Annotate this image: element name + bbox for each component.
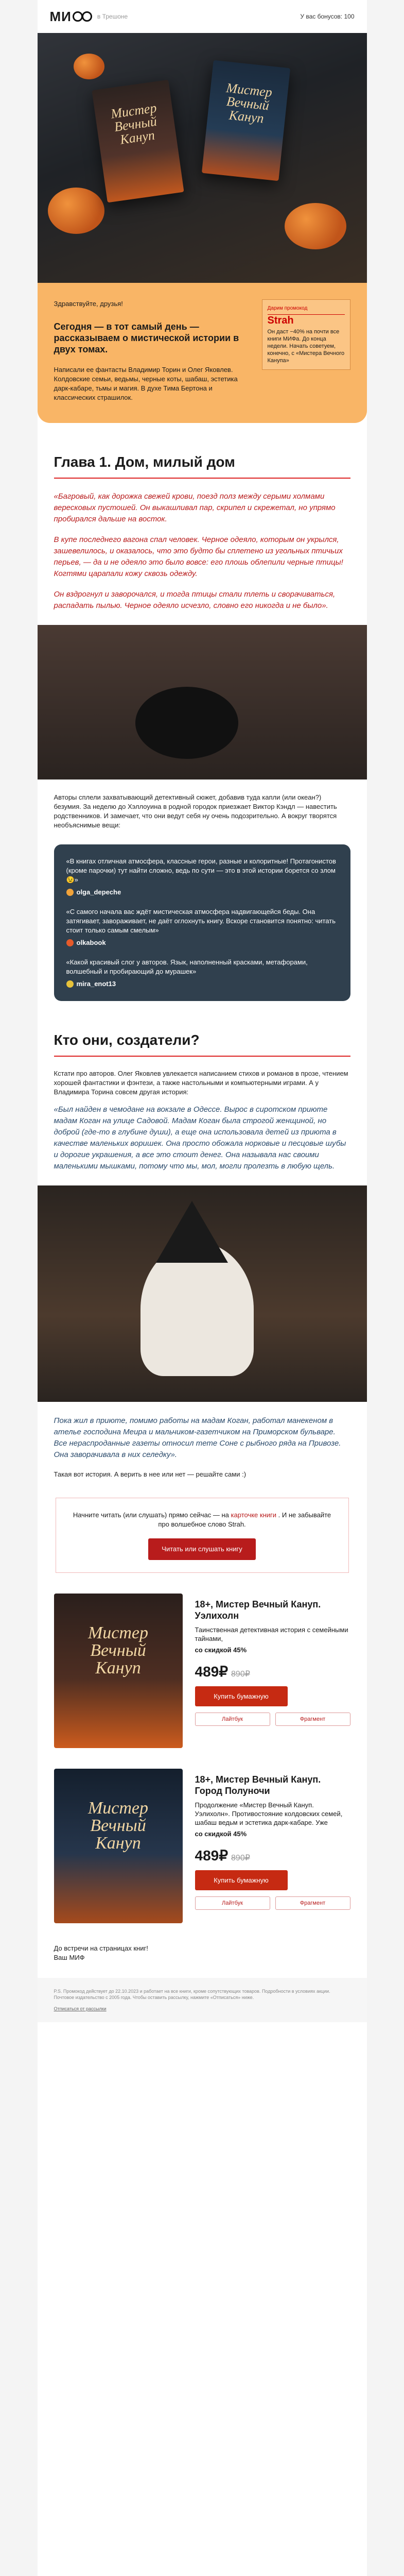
- user-icon: [66, 889, 74, 896]
- buy-paper-button[interactable]: Купить бумажную: [195, 1686, 288, 1706]
- fragment-button[interactable]: Фрагмент: [275, 1896, 350, 1910]
- top-bar: [38, 0, 367, 33]
- intro-text: Написали ее фантасты Владимир Торин и Олег Яковлев. Колдовские семьи, ведьмы, черные коты, шабаш, эстетика дарк-кабаре, тьмы и магия. В духе Тима Бертона и классических страшилок.: [54, 366, 238, 401]
- product-price: 489₽: [195, 1664, 229, 1680]
- book-cover-1: Мистер Вечный Кануп: [92, 80, 184, 203]
- creators-closing: Такая вот история. А верить в нее или нет — решайте сами :): [54, 1470, 247, 1478]
- email-body: [38, 0, 367, 2576]
- review-item: «Какой красивый слог у авторов. Язык, наполненный красками, метафорами, волшебный и пробирающий до мурашек» mira_enot13: [66, 958, 308, 988]
- footer-legal: P.S. Промокод действует до 22.10.2023 и работает на все книги, кроме сопутствующих товаров. Подробности в условиях акции. Почтовое издательство с 2005 года. Чтобы оставить рассылку, нажмите «Отписаться» ниже.: [54, 1989, 330, 2000]
- greeting: Здравствуйте, друзья!: [54, 300, 123, 308]
- promo-code: Strah: [267, 315, 294, 326]
- read-listen-button[interactable]: Читать или слушать книгу: [148, 1538, 255, 1560]
- product-card: [54, 1769, 350, 1923]
- brand-logo[interactable]: МИ: [50, 9, 92, 25]
- intro-headline: Сегодня — в тот самый день — рассказываем о мистической истории в двух томах.: [54, 321, 239, 354]
- intro-block: [38, 283, 367, 423]
- unsubscribe-link[interactable]: Отписаться от рассылки: [54, 2006, 107, 2011]
- lightbook-button[interactable]: Лайтбук: [195, 1896, 270, 1910]
- chapter-title: Глава 1. Дом, милый дом: [54, 454, 350, 479]
- chapter-paragraph: Авторы сплели захватывающий детективный сюжет, добавив туда капли (или океан?) безумия. За неделю до Хэллоуина в родной городок приезжает Виктор Кэндл — навестить родственников. И замечает, что они ведут себя ну очень подозрительно. А вокруг творятся необъяснимые вещи:: [54, 793, 337, 829]
- review-item: «В книгах отличная атмосфера, классные герои, разные и колоритные! Протагонистов (кроме парочки) тут найти сложно, ведь по сути — это в этой истории борется со злом 😉» olga_depeche: [66, 857, 336, 896]
- product-price: 489₽: [195, 1848, 229, 1863]
- product-desc: Продолжение «Мистер Вечный Кануп. Уэлихолн». Противостояние колдовских семей, шабаш ведьм и эстетика дарк-кабаре. Уже: [195, 1801, 343, 1826]
- lightbook-button[interactable]: Лайтбук: [195, 1713, 270, 1726]
- promo-title: Дарим промокод: [268, 305, 345, 315]
- signature: До встречи на страницах книг! Ваш МИФ: [54, 1944, 148, 1961]
- creators-title: Кто они, создатели?: [54, 1032, 350, 1057]
- ghost-dog-photo: [38, 1185, 367, 1402]
- product-title[interactable]: 18+, Мистер Вечный Кануп. Город Полуночи: [195, 1774, 321, 1796]
- product-old-price: 890₽: [231, 1854, 250, 1862]
- promo-text: Он даст −40% на почти все книги МИФа. До конца недели. Начать советуем, конечно, с «Мистера Вечного Канупа»: [267, 329, 345, 364]
- creators-quote-2: Пока жил в приюте, помимо работы на мадам Коган, работал манекеном в ателье господина Меира и мальчиком-газетчиком на Приморском бульваре. Все нераспроданные газеты относил тете Соне с рыбного ряда на Привозе. Она заворачивала в них селедку».: [54, 1416, 341, 1459]
- chapter-quote-2: В купе последнего вагона спал человек. Черное одеяло, которым он укрылся, зашевелилось, и оказалось, что это будто бы сплетено из угольных птичьих перьев, — да и не одеяло это было вовсе: его плошь облепили черные птицы! Когтями царапали кожу сквозь одежду.: [54, 535, 343, 578]
- bonus-balance[interactable]: У вас бонусов: 100: [300, 13, 355, 20]
- product-old-price: 890₽: [231, 1670, 250, 1679]
- product-desc: Таинственная детективная история с семейными тайнами,: [195, 1626, 348, 1642]
- product-title[interactable]: 18+, Мистер Вечный Кануп. Уэлихолн: [195, 1599, 321, 1621]
- promo-box: [262, 299, 350, 370]
- product-card: [54, 1594, 350, 1748]
- header-tag: в Трешоне: [97, 13, 128, 20]
- product-discount: со скидкой 45%: [195, 1646, 247, 1654]
- product-cover[interactable]: Мистер Вечный Кануп: [54, 1769, 183, 1923]
- cta-box: Начните читать (или слушать) прямо сейчас — на карточке книги . И не забывайте про волшебное слово Strah. Читать или слушать книгу: [56, 1498, 349, 1573]
- footer: [38, 1978, 367, 2022]
- creators-paragraph: Кстати про авторов. Олег Яковлев увлекается написанием стихов и романов в прозе, чтением хорошей фантастики и фэнтези, а также настольными и компьютерными играми. А у Владимира Торина совсем другая история:: [54, 1070, 348, 1096]
- fragment-button[interactable]: Фрагмент: [275, 1713, 350, 1726]
- reviews-block: [54, 844, 350, 1001]
- user-icon: [66, 980, 74, 988]
- buy-paper-button[interactable]: Купить бумажную: [195, 1870, 288, 1890]
- product-cover[interactable]: Мистер Вечный Кануп: [54, 1594, 183, 1748]
- chapter-quote-3: Он вздрогнул и заворочался, и тогда птицы стали тлеть и сворачиваться, распадать пылью. Черное одеяло исчезло, словно его никогда и не было».: [54, 590, 336, 610]
- chapter-quote-1: «Багровый, как дорожка свежей крови, поезд полз между серыми холмами вересковых пустошей. Он выкашливал пар, скрипел и скрежетал, но упрямо пробирался дальше на восток.: [54, 492, 336, 523]
- book-cover-2: Мистер Вечный Кануп: [201, 60, 290, 181]
- black-cat-photo: [38, 625, 367, 779]
- hero-image[interactable]: [38, 33, 367, 283]
- product-discount: со скидкой 45%: [195, 1830, 247, 1838]
- book-card-link[interactable]: карточке книги: [231, 1511, 277, 1519]
- review-item: «С самого начала вас ждёт мистическая атмосфера надвигающейся беды. Она затягивает, завораживает, не даёт оглохнуть книгу. Вскоре становится понятно: читать стоит только самым смелым» olkabook: [66, 908, 336, 946]
- user-icon: [66, 939, 74, 946]
- creators-quote-1: «Был найден в чемодане на вокзале в Одессе. Вырос в сиротском приюте мадам Коган на улице Садовой. Мадам Коган была строгой женщиной, но доброй (где-то в глубине души), а еще она использовала детей из приюта в качестве маленьких воришек. Она просто обожала норковые и песцовые шубы и дорогие украшения, а все это стоит денег. Она называла нас своими маленькими мышками, потому что мы, мол, могли пролезть в любую щель.: [54, 1105, 346, 1171]
